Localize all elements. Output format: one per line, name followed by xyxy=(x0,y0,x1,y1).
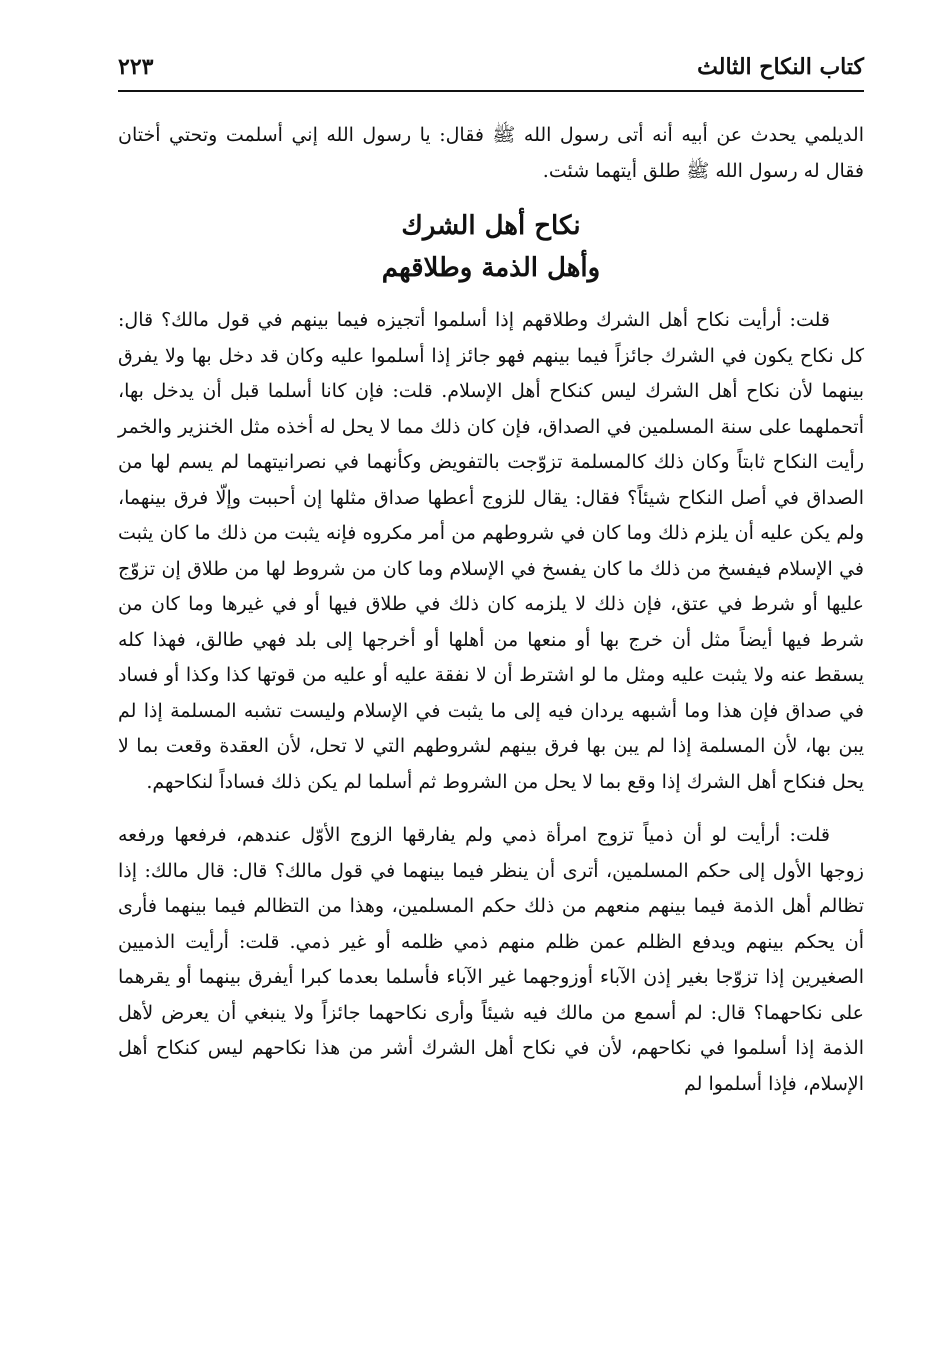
section-title-line-1: نكاح أهل الشرك xyxy=(401,211,581,241)
page-body xyxy=(118,118,864,1102)
page-number: ٢٢٣ xyxy=(118,54,154,80)
header-rule xyxy=(118,90,864,92)
section-title-line-2: وأهل الذمة وطلاقهم xyxy=(381,253,601,283)
paragraph-2: قلت: أرأيت لو أن ذمياً تزوج امرأة ذمي ولم يفارقها الزوج الأوّل عندهم، فرفعها ورفعه زوجها الأول إلى حكم المسلمين، أترى أن ينظر فيما بينهما في قول مالك؟ قال: قال مالك: إذا تظالم أهل الذمة فيما بينهم منعهم من ذلك حكم المسلمين، وهذا من التظالم فيما بينهما فأرى أن يحكم بينهم ويدفع الظلم عمن ظلم منهم ذمي ظلمه أو غير ذمي. قلت: أرأيت الذميين الصغيرين إذا تزوّجا بغير إذن الآباء أوزوجهما غير الآباء فأسلما بعدما كبرا أيفرق بينهما أو يقرهما على نكاحهما؟ قال: لم أسمع من مالك فيه شيئاً وأرى نكاحهما جائزاً ولا ينبغي أن يعرض لأهل الذمة إذا أسلموا في نكاحهم، لأن في نكاح أهل الشرك أشر من هذا نكاحهم ليس كنكاح أهل الإسلام، فإذا أسلموا لم xyxy=(118,824,864,1095)
paragraph-1: قلت: أرأيت نكاح أهل الشرك وطلاقهم إذا أسلموا أتجيزه فيما بينهم في قول مالك؟ قال: كل نكاح يكون في الشرك جائزاً فيما بينهم فهو جائز إذا أسلموا عليه وكان قد دخل بها ولا يفرق بينهما لأن نكاح أهل الشرك ليس كنكاح أهل الإسلام. قلت: فإن كانا أسلما قبل أن يدخل بها، أتحملهما على سنة المسلمين في الصداق، فإن كان ذلك مما لا يحل له أخذه مثل الخنزير والخمر رأيت النكاح ثابتاً وكان ذلك كالمسلمة تزوّجت بالتفويض وكأنهما في نصرانيتهما لم يسم لها من الصداق في أصل النكاح شيئاً؟ فقال: يقال للزوج أعطها صداق مثلها إن أحببت وإلّا فرق بينهما، ولم يكن عليه أن يلزم ذلك وما كان في شروطهم من أمر مكروه فإنه يثبت من ذلك ما كان يثبت في الإسلام فيفسخ من ذلك ما كان يفسخ في الإسلام وما كان من شروط لها من طلاق إن تزوّج عليها أو شرط في عتق، فإن ذلك لا يلزمه كان ذلك في طلاق فيها أو في غيرها وما كان من شرط فيها أيضاً مثل أن خرج بها أو منعها من أهلها أو أخرجها إلى بلد فهي طالق، فهذا كله يسقط عنه ولا يثبت عليه ومثل ما لو اشترط أن لا نفقة عليه أو عليه من قوتها كذا وكذا أو فساد في صداق فإن هذا وما أشبهه يردان فيه إلى ما يثبت في الإسلام وليست تشبه المسلمة إذا لم يبن بها، لأن المسلمة إذا لم يبن بها فرق بينهم لشروطهم التي لا تحل، لأن العقدة وقعت بما لا يحل فنكاح أهل الشرك إذا وقع بما لا يحل من الشروط ثم أسلما لم يكن ذلك فساداً لنكاحهم. xyxy=(118,309,864,793)
chapter-title: كتاب النكاح الثالث xyxy=(697,54,864,80)
section-title xyxy=(118,205,864,289)
page-header xyxy=(118,52,864,88)
paragraph-gap xyxy=(118,800,864,818)
intro-paragraph: الديلمي يحدث عن أبيه أنه أتى رسول الله ﷺ فقال: يا رسول الله إني أسلمت وتحتي أختان فقال له رسول الله ﷺ طلق أيتهما شئت. xyxy=(118,124,864,182)
